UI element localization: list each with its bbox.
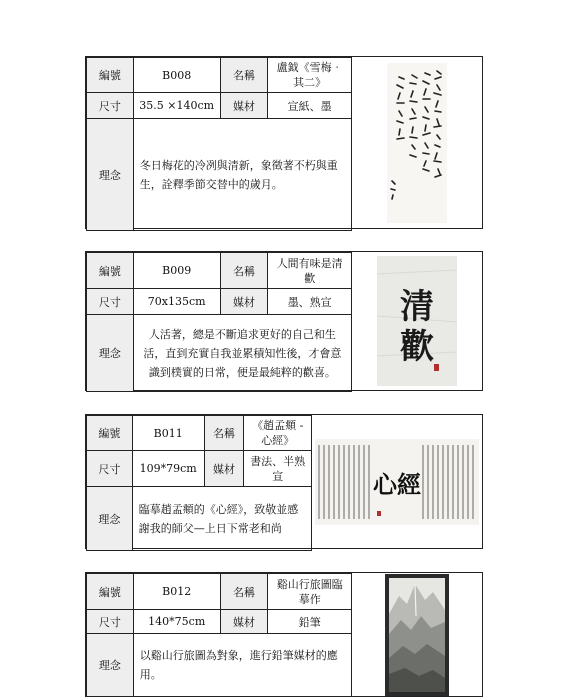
artwork-image-b009 [351,252,482,390]
name-value: 盧鉞《雪梅‧其二》 [268,58,352,93]
size-label: 尺寸 [87,289,134,315]
size-label: 尺寸 [87,93,134,119]
artwork-glyph-xinjing: 心經 [373,469,421,499]
medium-label: 媒材 [220,289,268,315]
medium-label: 媒材 [204,451,244,487]
artwork-card-b008 [85,56,483,229]
name-value: 人間有味是清歡 [268,253,352,289]
artwork-card-b009 [85,251,483,391]
landscape-painting-image [385,574,449,696]
name-value: 《趙孟頫 -心經》 [244,416,312,451]
code-label: 編號 [87,574,134,610]
code-value: B008 [133,58,220,93]
concept-label: 理念 [87,315,134,392]
concept-value: 臨摹趙孟頫的《心經》，致敬並感謝我的師父—上日下常老和尚 [132,487,311,551]
code-value: B011 [132,416,204,451]
concept-value: 冬日梅花的冷冽與清新，象徵著不朽與重生，詮釋季節交替中的歲月。 [133,119,351,231]
concept-label: 理念 [87,119,134,231]
concept-label: 理念 [87,487,133,551]
medium-value: 宣紙、墨 [268,93,352,119]
medium-label: 媒材 [220,610,268,634]
medium-value: 書法、半熟宣 [244,451,312,487]
code-label: 編號 [87,58,134,93]
name-label: 名稱 [220,574,268,610]
code-value: B012 [133,574,220,610]
medium-value: 墨、熟宣 [268,289,352,315]
calligraphy-scroll-image [387,63,447,223]
name-value: 谿山行旅圖臨摹作 [268,574,352,610]
calligraphy-qinghuan-image [377,256,457,386]
medium-label: 媒材 [220,93,268,119]
size-value: 35.5 ×140cm [133,93,220,119]
code-label: 編號 [87,253,134,289]
name-label: 名稱 [220,253,268,289]
concept-value: 人活著，總是不斷追求更好的自己和生活，直到充實自我並累積知性後，才會意識到樸實的日常，便是最純粹的歡喜。 [133,315,351,392]
artwork-card-b011 [85,414,483,549]
calligraphy-heart-sutra-image [315,439,479,525]
size-value: 70x135cm [133,289,220,315]
medium-value: 鉛筆 [268,610,352,634]
concept-value: 以谿山行旅圖為對象，進行鉛筆媒材的應用。 [133,634,351,697]
size-value: 109*79cm [132,451,204,487]
artwork-glyph-huan: 歡 [400,327,434,367]
artwork-image-b012 [351,573,482,696]
size-label: 尺寸 [87,610,134,634]
artwork-image-b011 [311,415,482,548]
concept-label: 理念 [87,634,134,697]
artwork-card-b012 [85,572,483,697]
code-label: 編號 [87,416,133,451]
code-value: B009 [133,253,220,289]
artwork-glyph-qing: 清 [400,287,434,327]
size-value: 140*75cm [133,610,220,634]
name-label: 名稱 [204,416,244,451]
name-label: 名稱 [220,58,268,93]
size-label: 尺寸 [87,451,133,487]
artwork-image-b008 [351,57,482,228]
